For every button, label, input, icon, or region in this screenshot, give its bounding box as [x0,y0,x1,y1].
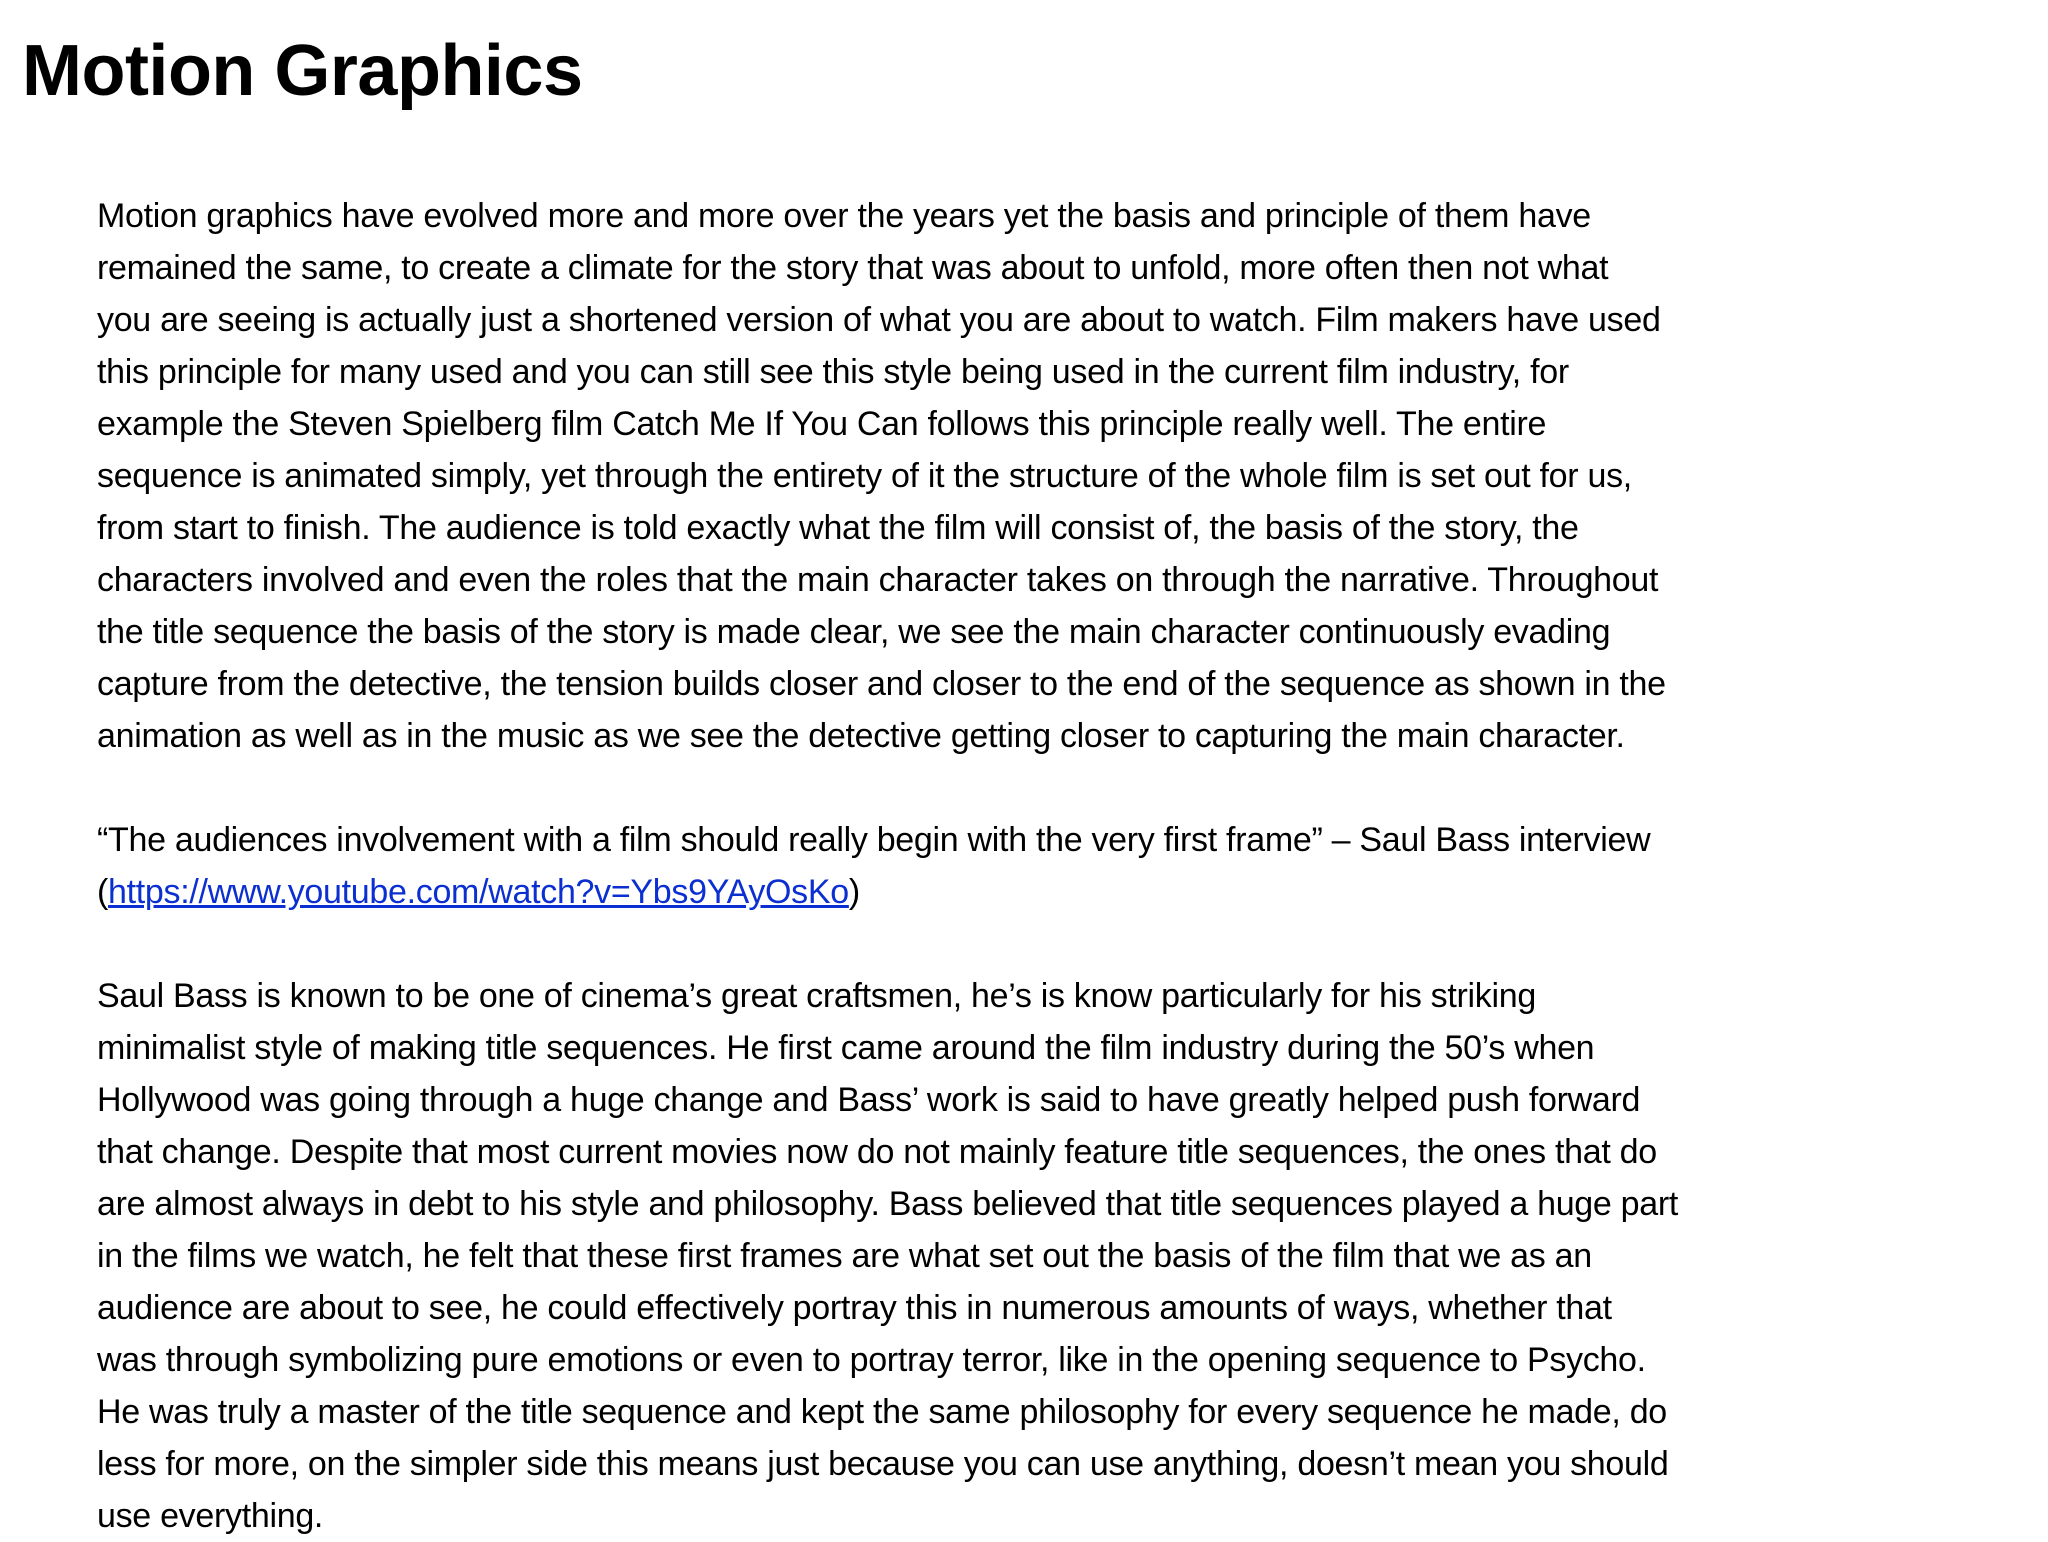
text-line: minimalist style of making title sequences. He first came around the film industry during the 50’s when [97,1029,1595,1067]
text-line: less for more, on the simpler side this means just because you can use anything, doesn’t mean you should [97,1445,1669,1483]
text-line: example the Steven Spielberg film Catch Me If You Can follows this principle really well. The entire [97,405,1547,443]
paragraph-saul-bass [97,970,1997,1542]
paren-close: ) [848,873,860,911]
text-line: was through symbolizing pure emotions or even to portray terror, like in the opening sequence to Psycho. [97,1341,1646,1379]
text-line: use everything. [97,1497,324,1535]
text-line: Motion graphics have evolved more and more over the years yet the basis and principle of them have [97,197,1591,235]
paragraph-spacer [97,762,1997,814]
text-line: in the films we watch, he felt that these first frames are what set out the basis of the film that we as an [97,1237,1592,1275]
quote-source-line [97,866,1997,918]
text-line: this principle for many used and you can still see this style being used in the current film industry, for [97,353,1569,391]
text-line: animation as well as in the music as we see the detective getting closer to capturing the main character. [97,717,1625,755]
paragraph-spacer [97,918,1997,970]
text-line: you are seeing is actually just a shortened version of what you are about to watch. Film makers have used [97,301,1661,339]
text-line: from start to finish. The audience is told exactly what the film will consist of, the basis of the story, the [97,509,1579,547]
text-line: sequence is animated simply, yet through the entirety of it the structure of the whole film is set out for us, [97,457,1632,495]
text-line: characters involved and even the roles that the main character takes on through the narrative. Throughout [97,561,1659,599]
text-line: that change. Despite that most current movies now do not mainly feature title sequences, the ones that do [97,1133,1657,1171]
text-line: Saul Bass is known to be one of cinema’s great craftsmen, he’s is know particularly for his striking [97,977,1536,1015]
text-line: are almost always in debt to his style and philosophy. Bass believed that title sequences played a huge part [97,1185,1679,1223]
text-line: remained the same, to create a climate for the story that was about to unfold, more often then not what [97,249,1609,287]
document-body [97,190,1997,1542]
text-line: audience are about to see, he could effectively portray this in numerous amounts of ways, whether that [97,1289,1612,1327]
youtube-link[interactable]: https://www.youtube.com/watch?v=Ybs9YAyOsKo [108,873,849,911]
paren-open: ( [97,873,109,911]
text-line: He was truly a master of the title sequence and kept the same philosophy for every sequence he made, do [97,1393,1667,1431]
page-title: Motion Graphics [22,31,583,111]
quote-text: “The audiences involvement with a film should really begin with the very first frame” – Saul Bass interview [97,821,1651,859]
text-line: the title sequence the basis of the story is made clear, we see the main character continuously evading [97,613,1611,651]
text-line: capture from the detective, the tension builds closer and closer to the end of the sequence as shown in the [97,665,1666,703]
quote-paragraph [97,814,1997,918]
paragraph-motion-graphics [97,190,1997,762]
text-line: Hollywood was going through a huge change and Bass’ work is said to have greatly helped push forward [97,1081,1641,1119]
